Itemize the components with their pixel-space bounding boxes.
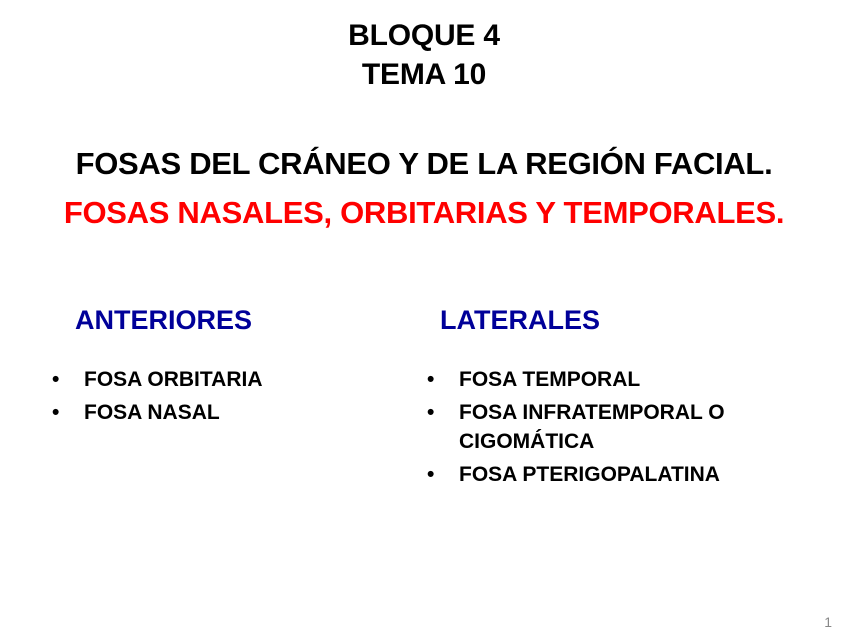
- main-title: FOSAS DEL CRÁNEO Y DE LA REGIÓN FACIAL.: [75, 146, 773, 181]
- subtitle: FOSAS NASALES, ORBITARIAS Y TEMPORALES.: [63, 195, 785, 230]
- heading-laterales: LATERALES: [440, 305, 600, 335]
- list-anteriores: [52, 365, 382, 431]
- list-item-label: FOSA INFRATEMPORAL O CIGOMÁTICA: [459, 401, 725, 453]
- heading-anteriores: ANTERIORES: [75, 305, 253, 335]
- bullet-icon: •: [427, 401, 435, 424]
- page-number: 1: [824, 614, 832, 630]
- bullet-icon: •: [52, 368, 60, 391]
- list-item-label: FOSA TEMPORAL: [459, 368, 641, 391]
- list-item: [52, 365, 382, 394]
- list-item-label: FOSA NASAL: [84, 401, 220, 424]
- bullet-icon: •: [427, 463, 435, 486]
- list-item: [427, 398, 807, 456]
- list-item-label: FOSA ORBITARIA: [84, 368, 263, 391]
- list-item: [427, 365, 807, 394]
- list-item: [52, 398, 382, 427]
- list-laterales: [427, 365, 807, 493]
- block-title: BLOQUE 4: [348, 19, 500, 52]
- bullet-icon: •: [52, 401, 60, 424]
- topic-title: TEMA 10: [361, 58, 487, 91]
- bullet-icon: •: [427, 368, 435, 391]
- list-item-label: FOSA PTERIGOPALATINA: [459, 463, 720, 486]
- list-item: [427, 460, 807, 489]
